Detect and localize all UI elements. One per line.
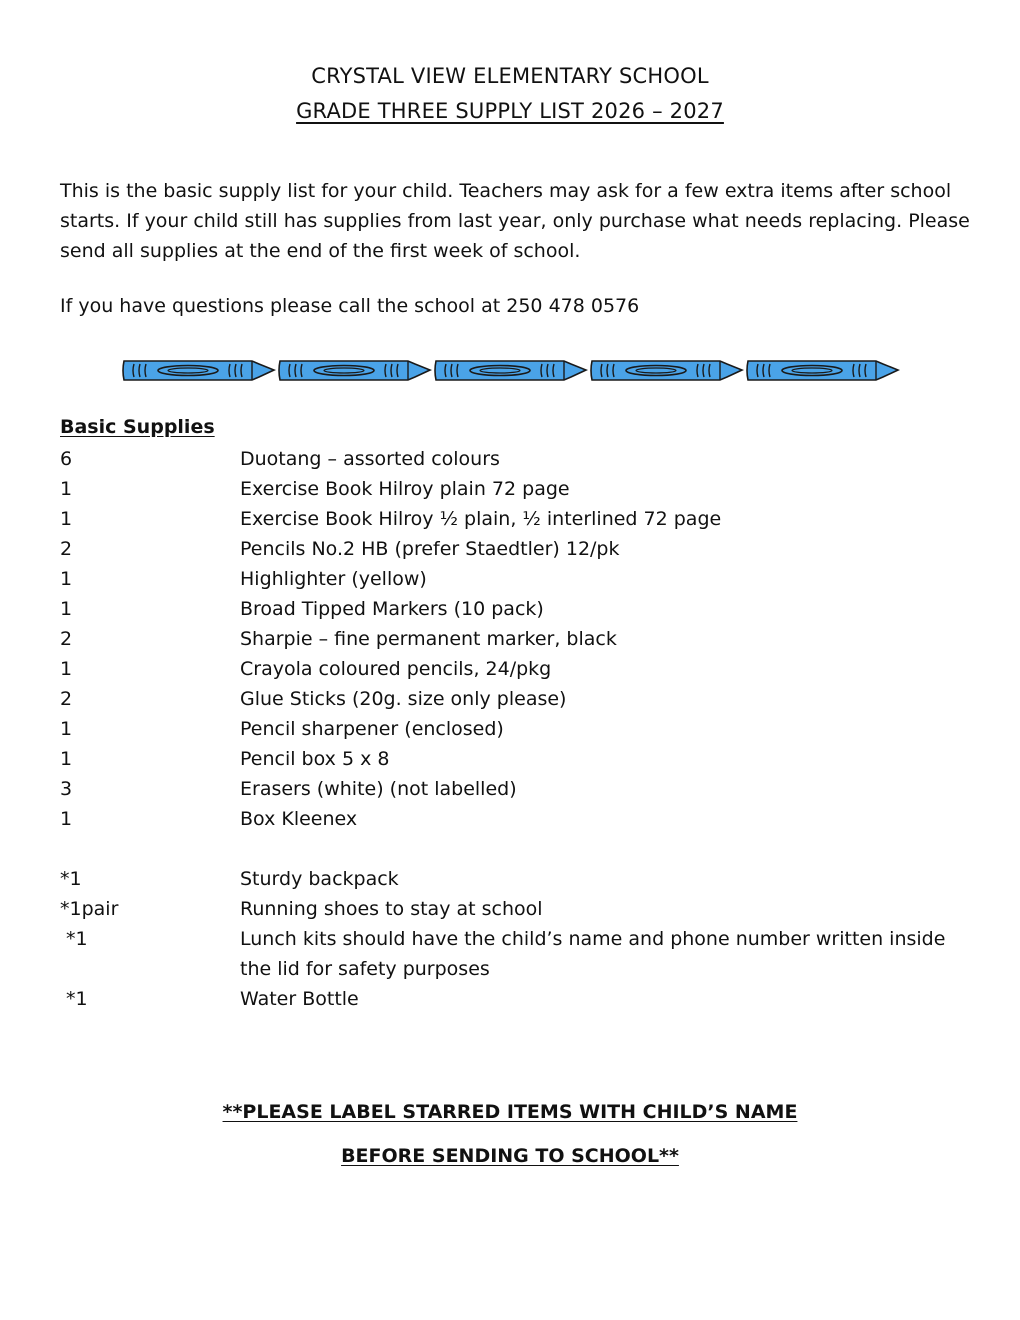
item-description: Exercise Book Hilroy plain 72 page — [240, 478, 570, 500]
item-quantity: 1 — [60, 568, 73, 590]
item-quantity: 1 — [60, 598, 73, 620]
item-description: Duotang – assorted colours — [240, 448, 500, 470]
item-description: Glue Sticks (20g. size only please) — [240, 688, 567, 710]
item-description: Pencils No.2 HB (prefer Staedtler) 12/pk — [240, 538, 620, 560]
basic-supply-row — [60, 594, 980, 624]
starred-item-row — [60, 984, 980, 1014]
item-quantity: 1 — [60, 808, 73, 830]
item-description: Pencil box 5 x 8 — [240, 748, 390, 770]
item-quantity: *1 — [60, 868, 82, 890]
basic-supply-row — [60, 504, 980, 534]
crayon-icon — [279, 361, 430, 380]
starred-item-row — [60, 864, 980, 894]
basic-supply-row — [60, 474, 980, 504]
item-description: Erasers (white) (not labelled) — [240, 778, 517, 800]
item-description: Sturdy backpack — [240, 868, 399, 890]
item-description: Crayola coloured pencils, 24/pkg — [240, 658, 552, 680]
item-description: Broad Tipped Markers (10 pack) — [240, 598, 544, 620]
item-quantity: *1 — [60, 988, 88, 1010]
list-title: GRADE THREE SUPPLY LIST 2026 – 2027 — [296, 99, 724, 123]
item-description: Highlighter (yellow) — [240, 568, 427, 590]
questions-line: If you have questions please call the school at 250 478 0576 — [60, 295, 640, 317]
basic-supply-row — [60, 564, 980, 594]
item-quantity: 1 — [60, 718, 73, 740]
basic-supply-row — [60, 624, 980, 654]
crayon-icon — [591, 361, 742, 380]
item-quantity: 2 — [60, 538, 73, 560]
crayon-divider — [122, 358, 902, 384]
basic-supply-row — [60, 684, 980, 714]
basic-supply-row — [60, 774, 980, 804]
footer-notice-line1: **PLEASE LABEL STARRED ITEMS WITH CHILD’S NAME — [222, 1101, 798, 1123]
basic-supplies-heading: Basic Supplies — [60, 416, 215, 438]
item-quantity: *1 — [60, 928, 88, 950]
item-description: Running shoes to stay at school — [240, 898, 543, 920]
item-quantity: 1 — [60, 478, 73, 500]
crayon-icon — [747, 361, 898, 380]
basic-supply-row — [60, 444, 980, 474]
basic-supply-row — [60, 534, 980, 564]
item-quantity: 1 — [60, 748, 73, 770]
item-description: Exercise Book Hilroy ½ plain, ½ interlined 72 page — [240, 508, 722, 530]
starred-item-row — [60, 894, 980, 924]
item-description: Water Bottle — [240, 988, 359, 1010]
crayon-icon — [435, 361, 586, 380]
item-description: Sharpie – fine permanent marker, black — [240, 628, 617, 650]
basic-supply-row — [60, 744, 980, 774]
item-quantity: 1 — [60, 658, 73, 680]
basic-supply-row — [60, 654, 980, 684]
school-name: CRYSTAL VIEW ELEMENTARY SCHOOL — [311, 64, 709, 88]
footer-notice-line2: BEFORE SENDING TO SCHOOL** — [341, 1145, 679, 1167]
crayon-icon — [123, 361, 274, 380]
item-description: Lunch kits should have the child’s name and phone number written inside the lid for safety purposes — [240, 928, 946, 980]
starred-item-row — [60, 924, 980, 984]
item-quantity: 6 — [60, 448, 73, 470]
item-quantity: 2 — [60, 688, 73, 710]
item-quantity: *1pair — [60, 898, 119, 920]
item-description: Box Kleenex — [240, 808, 358, 830]
basic-supply-row — [60, 804, 980, 834]
item-quantity: 2 — [60, 628, 73, 650]
basic-supply-row — [60, 714, 980, 744]
supply-list — [60, 444, 980, 1014]
item-quantity: 1 — [60, 508, 73, 530]
intro-paragraph: This is the basic supply list for your child. Teachers may ask for a few extra items after school starts. If your child still has supplies from last year, only purchase what needs replacing. Please send all supplies at the end of the first week of school. — [60, 180, 970, 262]
item-quantity: 3 — [60, 778, 73, 800]
item-description: Pencil sharpener (enclosed) — [240, 718, 504, 740]
